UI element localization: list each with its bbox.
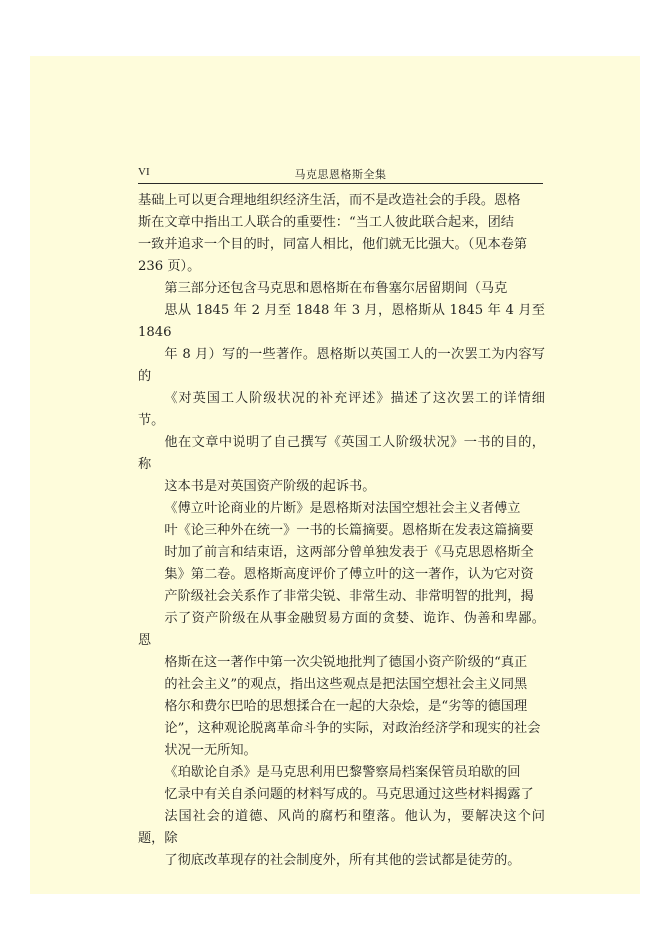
paragraph bbox=[138, 278, 545, 498]
text-line: 《傅立叶论商业的片断》是恩格斯对法国空想社会主义者傅立 bbox=[164, 501, 521, 516]
text-line: 状况一无所知。 bbox=[164, 743, 257, 758]
text-line: 格斯在这一著作中第一次尖锐地批判了德国小资产阶级的“真正 bbox=[164, 655, 528, 670]
text-line: 这本书是对英国资产阶级的起诉书。 bbox=[164, 479, 376, 494]
text-line: 的社会主义”的观点，指出这些观点是把法国空想社会主义同黑 bbox=[164, 677, 528, 692]
text-line: 基础上可以更合理地组织经济生活，而不是改造社会的手段。恩格 bbox=[138, 193, 521, 208]
text-line: 集》第二卷。恩格斯高度评价了傅立叶的这一著作，认为它对资 bbox=[164, 567, 534, 582]
text-line: 他在文章中说明了自己撰写《英国工人阶级状况》一书的目的，称 bbox=[138, 435, 545, 472]
paragraph bbox=[138, 190, 545, 278]
text-line: 236 页）。 bbox=[138, 259, 201, 274]
text-line: 论”，这种观论脱离革命斗争的实际，对政治经济学和现实的社会 bbox=[164, 721, 541, 736]
text-line: 了彻底改革现存的社会制度外，所有其他的尝试都是徒劳的。 bbox=[164, 853, 521, 868]
text-line: 叶《论三种外在统一》一书的长篇摘要。恩格斯在发表这篇摘要 bbox=[164, 523, 534, 538]
text-line: 《珀歇论自杀》是马克思利用巴黎警察局档案保管员珀歇的回 bbox=[164, 765, 521, 780]
paragraph bbox=[138, 498, 545, 762]
body-text bbox=[138, 190, 545, 872]
book-title: 马克思恩格斯全集 bbox=[294, 168, 387, 181]
text-line: 斯在文章中指出工人联合的重要性：“当工人彼此联合起来，团结 bbox=[138, 215, 514, 230]
text-line: 思从 1845 年 2 月至 1848 年 3 月，恩格斯从 1845 年 4 月至 1846 bbox=[138, 303, 545, 340]
text-line: 一致并追求一个目的时，同富人相比，他们就无比强大。（见本卷第 bbox=[138, 237, 528, 252]
text-line: 忆录中有关自杀问题的材料写成的。马克思通过这些材料揭露了 bbox=[164, 787, 534, 802]
paragraph bbox=[138, 762, 545, 872]
text-line: 时加了前言和结束语，这两部分曾单独发表于《马克思恩格斯全 bbox=[164, 545, 534, 560]
text-line: 产阶级社会关系作了非常尖锐、非常生动、非常明智的批判，揭 bbox=[164, 589, 534, 604]
text-line: 法国社会的道德、风尚的腐朽和堕落。他认为，要解决这个问题，除 bbox=[138, 809, 545, 846]
text-line: 年 8 月）写的一些著作。恩格斯以英国工人的一次罢工为内容写的 bbox=[138, 347, 545, 384]
page-number: VI bbox=[138, 166, 150, 178]
text-line: 格尔和费尔巴哈的思想揉合在一起的大杂烩，是“劣等的德国理 bbox=[164, 699, 528, 714]
text-line: 《对英国工人阶级状况的补充评述》描述了这次罢工的详情细节。 bbox=[138, 391, 545, 428]
running-header bbox=[138, 165, 543, 184]
text-line: 示了资产阶级在从事金融贸易方面的贪婪、诡诈、伪善和卑鄙。恩 bbox=[138, 611, 545, 648]
text-line: 第三部分还包含马克思和恩格斯在布鲁塞尔居留期间（马克 bbox=[164, 281, 508, 296]
